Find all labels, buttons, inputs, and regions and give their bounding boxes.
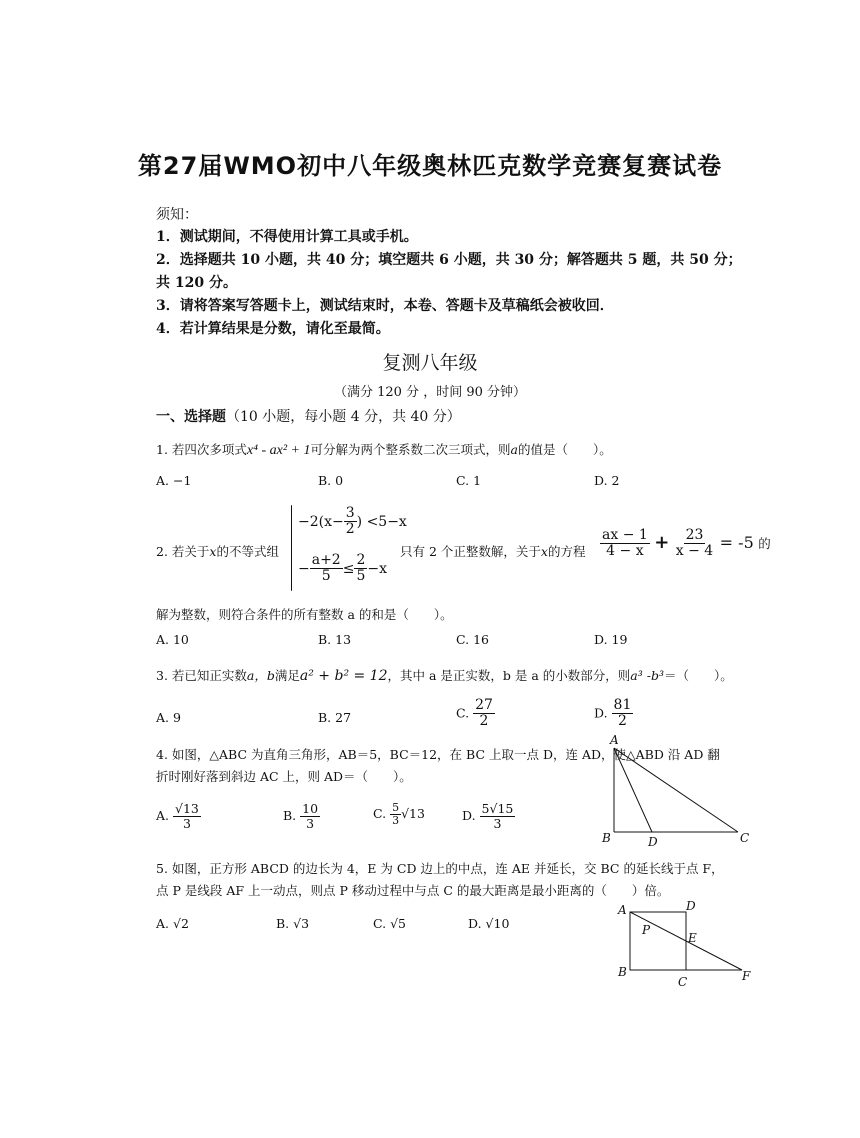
subtitle: 复测八年级 [382,352,478,374]
q3-option-d [594,698,633,730]
label-d: D [686,899,696,913]
q2-ineq2-num: a+2 [311,552,341,568]
q3-expr2: a³ -b³ [630,668,664,683]
q2-inequality-1 [298,506,407,538]
label-p: P [642,923,651,937]
note-2b: 共 120 分。 [156,275,237,291]
q2-option-d: D. 19 [594,632,628,647]
q3-c-pre: C. [456,705,470,721]
q1-mid: 可分解为两个整系数二次三项式，则 [310,442,511,457]
q4-a-pre: A. [156,807,170,823]
section-label: 一、选择题 [156,409,226,425]
q2-equation [600,528,771,560]
q2-mid1: 的不等式组 [216,544,279,559]
q3-mid: 满足 [274,668,300,683]
q3-c-den: 2 [479,713,489,730]
q5-option-b: B. √3 [276,916,310,931]
q5-line2: 点 P 是线段 AF 上一动点，则点 P 移动过程中与点 C 的最大距离是最小距离的（ ）倍。 [156,883,670,898]
q4-line2: 折时刚好落到斜边 AC 上，则 AD＝（ ）。 [156,769,412,784]
q1-post: 的值是（ ）。 [517,442,612,457]
q5-option-c: C. √5 [373,916,406,931]
section-detail: （10 小题，每小题 4 分，共 40 分） [226,409,461,425]
score-line: （满分 120 分 ，时间 90 分钟） [333,385,527,400]
q2-ineq1-num: 3 [345,505,355,521]
q2-mid3: 的方程 [547,544,586,559]
label-a: A [610,733,619,747]
q3-expr: a² + b² = 12 [299,668,388,684]
label-b: B [618,965,627,979]
q2-option-b: B. 13 [318,632,352,647]
section-heading [156,406,461,426]
notes-heading: 须知： [156,207,198,223]
label-f: F [742,969,751,983]
q4-c-num: 5 [392,801,400,814]
page-title: 第27届WMO初中八年级奥林匹克数学竞赛复赛试卷 [137,152,723,180]
q2-ineq2-pre: − [298,560,310,577]
q1-option-b: B. 0 [318,473,344,488]
note-2: 2．选择题共 10 小题，共 40 分；填空题共 6 小题，共 30 分；解答题共 5 题，共 50 分； [156,252,742,268]
q3-option-b: B. 27 [318,710,352,725]
square-abcd [630,912,686,970]
q4-c-pre: C. [373,806,387,822]
q3-option-c [456,698,495,730]
q5-option-d: D. √10 [468,916,510,931]
q4-b-pre: B. [283,807,297,823]
q2-pre: 2. 若关于 [156,544,210,559]
note-3: 3．请将答案写答题卡上，测试结束时，本卷、答题卡及草稿纸会被收回． [156,298,614,314]
q2-ineq1: −2(x− [298,513,344,530]
q3-d-pre: D. [594,705,608,721]
q2-eq-num2: 23 [685,527,704,543]
q4-option-b [283,802,320,831]
q2-eq-den1: 4 − x [606,543,644,560]
q2-post: 的 [758,535,771,551]
q2-line2: 解为整数，则符合条件的所有整数 a 的和是（ ）。 [156,607,453,622]
q1-option-a: A. −1 [156,473,192,488]
q2-option-c: C. 16 [456,632,489,647]
q5-line1: 5. 如图，正方形 ABCD 的边长为 4，E 为 CD 边上的中点，连 AE 并延长，交 BC 的延长线于点 F， [156,861,724,876]
q2-ineq1-den: 2 [345,521,355,538]
q2-ineq1-post: ) <5−x [356,513,407,530]
note-4: 4．若计算结果是分数，请化至最简。 [156,321,390,337]
q4-c-rad: √13 [401,806,425,822]
q4-triangle-figure [600,733,760,850]
q1-var: a [510,442,518,457]
q5-option-a: A. √2 [156,916,189,931]
q4-b-num: 10 [302,801,319,816]
q2-ineq2-num2: 2 [356,552,366,568]
q1-option-c: C. 1 [456,473,482,488]
label-d: D [648,835,658,849]
q2-eq-num1: ax − 1 [602,527,648,543]
q4-a-den: 3 [182,815,191,831]
label-b: B [602,831,611,845]
q3-c-num: 27 [475,697,493,713]
label-e: E [688,931,697,945]
q2-ineq2-post: −x [367,560,388,577]
q4-line1: 4. 如图，△ABC 为直角三角形，AB＝5，BC＝12，在 BC 上取一点 D，连 AD，使△ABD 沿 AD 翻 [156,747,720,762]
q2-ineq2-mid: ≤ [342,560,355,577]
q4-option-c [373,802,425,827]
q1-pre: 1. 若四次多项式 [156,442,247,457]
q2-eq-den2: x − 4 [675,543,714,560]
q2-option-a: A. 10 [156,632,189,647]
q1-expr: x⁴ - ax² + 1 [246,443,311,458]
q2-var-x-2: x [540,544,548,559]
q3-vars: a，b [246,668,275,683]
q4-a-num: √13 [175,801,199,816]
system-brace [291,505,292,591]
q4-option-d [462,802,515,831]
q2-mid2-text: 只有 2 个正整数解，关于 [400,544,541,559]
question-1 [156,440,612,459]
question-2-pre [156,542,279,560]
q3-post: ，其中 a 是正实数，b 是 a 的小数部分，则 [387,668,631,683]
q4-option-a [156,802,201,831]
q5-square-figure [612,899,762,992]
q4-d-den: 3 [493,815,502,831]
q2-eq-plus: + [654,531,670,553]
q1-option-d: D. 2 [594,473,620,488]
q2-ineq2-den: 5 [321,568,331,585]
q4-c-den: 3 [392,814,400,828]
q3-d-num: 81 [613,697,632,713]
note-1: 1．测试期间，不得使用计算工具或手机。 [156,229,418,245]
q2-mid2 [400,542,585,560]
q3-end: ＝（ ）。 [663,668,733,683]
q4-d-pre: D. [462,807,476,823]
label-a: A [618,903,627,917]
q2-inequality-2 [298,553,387,585]
q2-ineq2-den2: 5 [356,568,366,585]
question-3 [156,666,733,684]
label-c: C [740,831,750,845]
q3-d-den: 2 [618,713,627,730]
q4-d-num: 5√15 [481,801,514,816]
q2-var-x: x [209,544,217,559]
q4-b-den: 3 [306,815,315,831]
label-c: C [678,975,688,989]
q2-eq-rhs: = -5 [719,532,754,552]
q3-option-a: A. 9 [156,710,181,725]
q3-pre: 3. 若已知正实数 [156,668,247,683]
